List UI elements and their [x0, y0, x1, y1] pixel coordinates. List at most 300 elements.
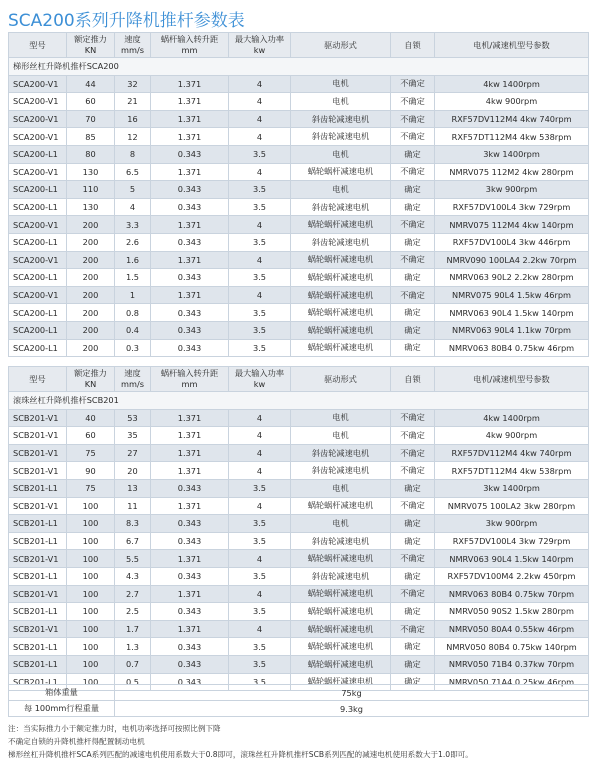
stroke-weight-row [9, 701, 589, 717]
notes [8, 722, 590, 761]
speed-cell: 13 [115, 479, 151, 497]
thrust-cell: 100 [67, 567, 115, 585]
drive-cell: 电机 [291, 515, 391, 533]
lead-cell: 1.371 [151, 110, 229, 128]
power-cell: 4 [229, 444, 291, 462]
col-lead: 蜗杆输入转升距 mm [151, 367, 229, 392]
lead-cell: 1.371 [151, 585, 229, 603]
model-cell: SCB201-L1 [9, 655, 67, 673]
speed-cell: 5.5 [115, 550, 151, 568]
speed-cell: 53 [115, 409, 151, 427]
lead-cell: 1.371 [151, 163, 229, 181]
motor-cell: NMRV063 90L2 2.2kw 280rpm [435, 269, 589, 287]
lock-cell: 确定 [391, 479, 435, 497]
motor-cell: NMRV063 90L4 1.1kw 70rpm [435, 321, 589, 339]
speed-cell: 6.7 [115, 532, 151, 550]
power-cell: 4 [229, 128, 291, 146]
model-cell: SCB201-V1 [9, 444, 67, 462]
motor-cell: NMRV050 80A4 0.55kw 46rpm [435, 620, 589, 638]
speed-cell: 16 [115, 110, 151, 128]
power-cell: 3.5 [229, 638, 291, 656]
motor-cell: 4kw 900rpm [435, 93, 589, 111]
drive-cell: 蜗轮蜗杆减速电机 [291, 550, 391, 568]
motor-cell: 4kw 1400rpm [435, 75, 589, 93]
drive-cell: 蜗轮蜗杆减速电机 [291, 216, 391, 234]
lock-cell: 确定 [391, 515, 435, 533]
model-cell: SCA200-L1 [9, 269, 67, 287]
motor-cell: RXF57DV112M4 4kw 740rpm [435, 444, 589, 462]
speed-cell: 32 [115, 75, 151, 93]
col-lock: 自锁 [391, 367, 435, 392]
thrust-cell: 100 [67, 620, 115, 638]
drive-cell: 蜗轮蜗杆减速电机 [291, 251, 391, 269]
col-power: 最大输入功率 kw [229, 367, 291, 392]
box-weight-row [9, 685, 589, 701]
lead-cell: 1.371 [151, 550, 229, 568]
lead-cell: 1.371 [151, 93, 229, 111]
lock-cell: 不确定 [391, 620, 435, 638]
power-cell: 4 [229, 216, 291, 234]
motor-cell: NMRV075 112M4 4kw 140rpm [435, 216, 589, 234]
model-cell: SCB201-L1 [9, 515, 67, 533]
model-cell: SCA200-L1 [9, 145, 67, 163]
thrust-cell: 200 [67, 216, 115, 234]
motor-cell: NMRV063 90L4 1.5kw 140rpm [435, 304, 589, 322]
lock-cell: 不确定 [391, 93, 435, 111]
power-cell: 4 [229, 427, 291, 445]
motor-cell: NMRV075 100LA2 3kw 280rpm [435, 497, 589, 515]
lead-cell: 0.343 [151, 269, 229, 287]
speed-cell: 1.5 [115, 269, 151, 287]
thrust-cell: 200 [67, 269, 115, 287]
motor-cell: 3kw 900rpm [435, 181, 589, 199]
drive-cell: 斜齿轮减速电机 [291, 444, 391, 462]
table-header-row [9, 33, 589, 58]
lead-cell: 0.343 [151, 515, 229, 533]
thrust-cell: 75 [67, 479, 115, 497]
motor-cell: NMRV063 80B4 0.75kw 46rpm [435, 339, 589, 357]
motor-cell: RXF57DT112M4 4kw 538rpm [435, 462, 589, 480]
motor-cell: 4kw 1400rpm [435, 409, 589, 427]
col-drive: 驱动形式 [291, 33, 391, 58]
motor-cell: NMRV063 90L4 1.5kw 140rpm [435, 550, 589, 568]
model-cell: SCB201-L1 [9, 532, 67, 550]
power-cell: 3.5 [229, 515, 291, 533]
lock-cell: 确定 [391, 181, 435, 199]
lock-cell: 确定 [391, 603, 435, 621]
model-cell: SCA200-V1 [9, 251, 67, 269]
page-title: SCA200系列升降机推杆参数表 [8, 11, 245, 31]
thrust-cell: 100 [67, 655, 115, 673]
drive-cell: 斜齿轮减速电机 [291, 462, 391, 480]
col-lead: 蜗杆输入转升距 mm [151, 33, 229, 58]
thrust-cell: 100 [67, 638, 115, 656]
model-cell: SCA200-L1 [9, 233, 67, 251]
col-speed: 速度 mm/s [115, 367, 151, 392]
speed-cell: 3.3 [115, 216, 151, 234]
table-row [9, 198, 589, 216]
power-cell: 3.5 [229, 198, 291, 216]
drive-cell: 蜗轮蜗杆减速电机 [291, 603, 391, 621]
col-lock: 自锁 [391, 33, 435, 58]
drive-cell: 蜗轮蜗杆减速电机 [291, 655, 391, 673]
lead-cell: 0.343 [151, 479, 229, 497]
lock-cell: 确定 [391, 339, 435, 357]
motor-cell: NMRV063 80B4 0.75kw 70rpm [435, 585, 589, 603]
drive-cell: 蜗轮蜗杆减速电机 [291, 638, 391, 656]
thrust-cell: 100 [67, 497, 115, 515]
model-cell: SCB201-V1 [9, 585, 67, 603]
drive-cell: 斜齿轮减速电机 [291, 128, 391, 146]
drive-cell: 斜齿轮减速电机 [291, 567, 391, 585]
table-row [9, 75, 589, 93]
thrust-cell: 200 [67, 339, 115, 357]
model-cell: SCB201-V1 [9, 550, 67, 568]
power-cell: 3.5 [229, 479, 291, 497]
thrust-cell: 110 [67, 181, 115, 199]
thrust-cell: 200 [67, 251, 115, 269]
speed-cell: 2.7 [115, 585, 151, 603]
drive-cell: 电机 [291, 75, 391, 93]
weight-table [8, 684, 589, 717]
lead-cell: 0.343 [151, 233, 229, 251]
power-cell: 3.5 [229, 673, 291, 691]
lead-cell: 0.343 [151, 638, 229, 656]
model-cell: SCB201-V1 [9, 427, 67, 445]
sca200-body [9, 58, 589, 357]
drive-cell: 蜗轮蜗杆减速电机 [291, 620, 391, 638]
table-row [9, 444, 589, 462]
table-row [9, 286, 589, 304]
col-model: 型号 [9, 367, 67, 392]
motor-cell: RXF57DT112M4 4kw 538rpm [435, 128, 589, 146]
table-row [9, 497, 589, 515]
table-row [9, 339, 589, 357]
power-cell: 3.5 [229, 321, 291, 339]
table-row [9, 638, 589, 656]
model-cell: SCA200-V1 [9, 216, 67, 234]
speed-cell: 4 [115, 198, 151, 216]
table-row [9, 163, 589, 181]
speed-cell: 1.6 [115, 251, 151, 269]
speed-cell: 0.3 [115, 339, 151, 357]
col-thrust: 额定推力 KN [67, 367, 115, 392]
thrust-cell: 60 [67, 93, 115, 111]
speed-cell: 4.3 [115, 567, 151, 585]
lead-cell: 0.343 [151, 567, 229, 585]
drive-cell: 斜齿轮减速电机 [291, 532, 391, 550]
lead-cell: 0.343 [151, 673, 229, 691]
lock-cell: 确定 [391, 198, 435, 216]
power-cell: 4 [229, 75, 291, 93]
col-thrust: 额定推力 KN [67, 33, 115, 58]
table-row [9, 216, 589, 234]
lead-cell: 1.371 [151, 444, 229, 462]
model-cell: SCB201-V1 [9, 409, 67, 427]
thrust-cell: 85 [67, 128, 115, 146]
lead-cell: 1.371 [151, 462, 229, 480]
box-weight-value: 75kg [115, 685, 589, 701]
lock-cell: 不确定 [391, 444, 435, 462]
note-1: 注：当实际推力小于额定推力时，电机功率选择可按照比例下降 [8, 724, 221, 733]
col-drive: 驱动形式 [291, 367, 391, 392]
stroke-weight-value: 9.3kg [115, 701, 589, 717]
speed-cell: 0.7 [115, 655, 151, 673]
drive-cell: 斜齿轮减速电机 [291, 233, 391, 251]
thrust-cell: 100 [67, 550, 115, 568]
table-row [9, 93, 589, 111]
lock-cell: 确定 [391, 145, 435, 163]
speed-cell: 0.4 [115, 321, 151, 339]
lead-cell: 0.343 [151, 198, 229, 216]
thrust-cell: 40 [67, 409, 115, 427]
model-cell: SCA200-V1 [9, 286, 67, 304]
speed-cell: 2.5 [115, 603, 151, 621]
power-cell: 3.5 [229, 339, 291, 357]
motor-cell: 4kw 900rpm [435, 427, 589, 445]
section-title-scb201: 滚珠丝杠升降机推杆SCB201 [9, 392, 589, 410]
power-cell: 3.5 [229, 304, 291, 322]
thrust-cell: 100 [67, 603, 115, 621]
table-row [9, 304, 589, 322]
model-cell: SCA200-L1 [9, 304, 67, 322]
table-row [9, 603, 589, 621]
col-power: 最大输入功率 kw [229, 33, 291, 58]
lead-cell: 1.371 [151, 497, 229, 515]
table-row [9, 145, 589, 163]
lead-cell: 0.343 [151, 655, 229, 673]
section-row [9, 58, 589, 76]
motor-cell: NMRV090 100LA4 2.2kw 70rpm [435, 251, 589, 269]
drive-cell: 蜗轮蜗杆减速电机 [291, 163, 391, 181]
lead-cell: 1.371 [151, 409, 229, 427]
lock-cell: 确定 [391, 233, 435, 251]
speed-cell: 8 [115, 145, 151, 163]
model-cell: SCA200-L1 [9, 181, 67, 199]
col-motor: 电机/减速机型号参数 [435, 367, 589, 392]
power-cell: 3.5 [229, 567, 291, 585]
thrust-cell: 200 [67, 286, 115, 304]
motor-cell: RXF57DV112M4 4kw 740rpm [435, 110, 589, 128]
drive-cell: 斜齿轮减速电机 [291, 110, 391, 128]
power-cell: 4 [229, 163, 291, 181]
lock-cell: 不确定 [391, 427, 435, 445]
power-cell: 3.5 [229, 145, 291, 163]
model-cell: SCA200-V1 [9, 75, 67, 93]
lock-cell: 不确定 [391, 462, 435, 480]
table-row [9, 181, 589, 199]
model-cell: SCB201-L1 [9, 567, 67, 585]
lock-cell: 确定 [391, 567, 435, 585]
lock-cell: 不确定 [391, 110, 435, 128]
table-row [9, 321, 589, 339]
motor-cell: NMRV050 71A4 0.25kw 46rpm [435, 673, 589, 691]
model-cell: SCA200-V1 [9, 110, 67, 128]
motor-cell: NMRV050 80B4 0.75kw 140rpm [435, 638, 589, 656]
lock-cell: 不确定 [391, 216, 435, 234]
thrust-cell: 44 [67, 75, 115, 93]
table-row [9, 128, 589, 146]
speed-cell: 5 [115, 181, 151, 199]
motor-cell: RXF57DV100L4 3kw 729rpm [435, 198, 589, 216]
thrust-cell: 75 [67, 444, 115, 462]
thrust-cell: 100 [67, 515, 115, 533]
power-cell: 3.5 [229, 233, 291, 251]
motor-cell: NMRV050 90S2 1.5kw 280rpm [435, 603, 589, 621]
lock-cell: 不确定 [391, 75, 435, 93]
lock-cell: 不确定 [391, 251, 435, 269]
lock-cell: 不确定 [391, 585, 435, 603]
table-row [9, 110, 589, 128]
lock-cell: 确定 [391, 321, 435, 339]
lead-cell: 1.371 [151, 286, 229, 304]
section-title-sca200: 梯形丝杠升降机推杆SCA200 [9, 58, 589, 76]
thrust-cell: 90 [67, 462, 115, 480]
model-cell: SCA200-L1 [9, 321, 67, 339]
motor-cell: NMRV050 71B4 0.37kw 70rpm [435, 655, 589, 673]
model-cell: SCB201-V1 [9, 462, 67, 480]
drive-cell: 蜗轮蜗杆减速电机 [291, 304, 391, 322]
lock-cell: 不确定 [391, 409, 435, 427]
note-2: 不确定自锁的升降机推杆得配置制动电机 [8, 737, 145, 746]
model-cell: SCA200-L1 [9, 339, 67, 357]
thrust-cell: 200 [67, 233, 115, 251]
power-cell: 4 [229, 462, 291, 480]
model-cell: SCB201-L1 [9, 673, 67, 691]
table-row [9, 532, 589, 550]
lead-cell: 1.371 [151, 251, 229, 269]
drive-cell: 蜗轮蜗杆减速电机 [291, 269, 391, 287]
motor-cell: 3kw 1400rpm [435, 145, 589, 163]
lead-cell: 1.371 [151, 620, 229, 638]
speed-cell: 1 [115, 286, 151, 304]
table-header-row [9, 367, 589, 392]
power-cell: 3.5 [229, 269, 291, 287]
note-3: 梯形丝杠升降机推杆SCA系列匹配的减速电机使用系数大于0.8即可，滚珠丝杠升降机推杆SCB系列匹配的减速电机使用系数大于1.0即可。 [8, 750, 473, 759]
speed-cell: 0.5 [115, 673, 151, 691]
lead-cell: 1.371 [151, 128, 229, 146]
power-cell: 4 [229, 93, 291, 111]
stroke-weight-label: 每 100mm行程重量 [9, 701, 115, 717]
drive-cell: 蜗轮蜗杆减速电机 [291, 321, 391, 339]
power-cell: 4 [229, 110, 291, 128]
lead-cell: 0.343 [151, 339, 229, 357]
model-cell: SCA200-V1 [9, 163, 67, 181]
col-speed: 速度 mm/s [115, 33, 151, 58]
lead-cell: 1.371 [151, 427, 229, 445]
power-cell: 4 [229, 409, 291, 427]
drive-cell: 蜗轮蜗杆减速电机 [291, 585, 391, 603]
drive-cell: 电机 [291, 409, 391, 427]
drive-cell: 电机 [291, 93, 391, 111]
lead-cell: 0.343 [151, 145, 229, 163]
drive-cell: 电机 [291, 145, 391, 163]
lead-cell: 1.371 [151, 75, 229, 93]
lock-cell: 不确定 [391, 497, 435, 515]
motor-cell: NMRV075 90L4 1.5kw 46rpm [435, 286, 589, 304]
thrust-cell: 100 [67, 585, 115, 603]
lead-cell: 0.343 [151, 304, 229, 322]
drive-cell: 电机 [291, 479, 391, 497]
sca200-table [8, 32, 589, 357]
model-cell: SCB201-L1 [9, 603, 67, 621]
lock-cell: 确定 [391, 304, 435, 322]
lock-cell: 不确定 [391, 550, 435, 568]
lock-cell: 不确定 [391, 286, 435, 304]
power-cell: 4 [229, 286, 291, 304]
thrust-cell: 80 [67, 145, 115, 163]
section-row [9, 392, 589, 410]
motor-cell: RXF57DV100L4 3kw 729rpm [435, 532, 589, 550]
power-cell: 4 [229, 585, 291, 603]
speed-cell: 20 [115, 462, 151, 480]
drive-cell: 电机 [291, 181, 391, 199]
model-cell: SCB201-V1 [9, 620, 67, 638]
drive-cell: 蜗轮蜗杆减速电机 [291, 497, 391, 515]
drive-cell: 蜗轮蜗杆减速电机 [291, 286, 391, 304]
lock-cell: 确定 [391, 269, 435, 287]
power-cell: 3.5 [229, 181, 291, 199]
motor-cell: 3kw 1400rpm [435, 479, 589, 497]
thrust-cell: 60 [67, 427, 115, 445]
table-row [9, 515, 589, 533]
power-cell: 4 [229, 550, 291, 568]
speed-cell: 11 [115, 497, 151, 515]
thrust-cell: 100 [67, 532, 115, 550]
lead-cell: 0.343 [151, 321, 229, 339]
power-cell: 4 [229, 497, 291, 515]
lock-cell: 确定 [391, 532, 435, 550]
model-cell: SCA200-V1 [9, 93, 67, 111]
table-row [9, 251, 589, 269]
model-cell: SCB201-V1 [9, 497, 67, 515]
motor-cell: 3kw 900rpm [435, 515, 589, 533]
table-row [9, 233, 589, 251]
lead-cell: 0.343 [151, 532, 229, 550]
motor-cell: RXF57DV100M4 2.2kw 450rpm [435, 567, 589, 585]
lock-cell: 确定 [391, 673, 435, 691]
drive-cell: 蜗轮蜗杆减速电机 [291, 673, 391, 691]
lock-cell: 确定 [391, 655, 435, 673]
power-cell: 3.5 [229, 603, 291, 621]
table-row [9, 567, 589, 585]
model-cell: SCB201-L1 [9, 638, 67, 656]
thrust-cell: 200 [67, 304, 115, 322]
scb201-body [9, 392, 589, 691]
speed-cell: 8.3 [115, 515, 151, 533]
table-row [9, 269, 589, 287]
col-model: 型号 [9, 33, 67, 58]
lock-cell: 不确定 [391, 163, 435, 181]
drive-cell: 蜗轮蜗杆减速电机 [291, 339, 391, 357]
table-row [9, 479, 589, 497]
speed-cell: 12 [115, 128, 151, 146]
power-cell: 3.5 [229, 655, 291, 673]
power-cell: 3.5 [229, 532, 291, 550]
table-row [9, 585, 589, 603]
scb201-table [8, 366, 589, 691]
speed-cell: 27 [115, 444, 151, 462]
motor-cell: RXF57DV100L4 3kw 446rpm [435, 233, 589, 251]
speed-cell: 6.5 [115, 163, 151, 181]
thrust-cell: 100 [67, 673, 115, 691]
lead-cell: 1.371 [151, 216, 229, 234]
box-weight-label: 箱体重量 [9, 685, 115, 701]
table-row [9, 427, 589, 445]
thrust-cell: 130 [67, 198, 115, 216]
lead-cell: 0.343 [151, 603, 229, 621]
power-cell: 4 [229, 251, 291, 269]
